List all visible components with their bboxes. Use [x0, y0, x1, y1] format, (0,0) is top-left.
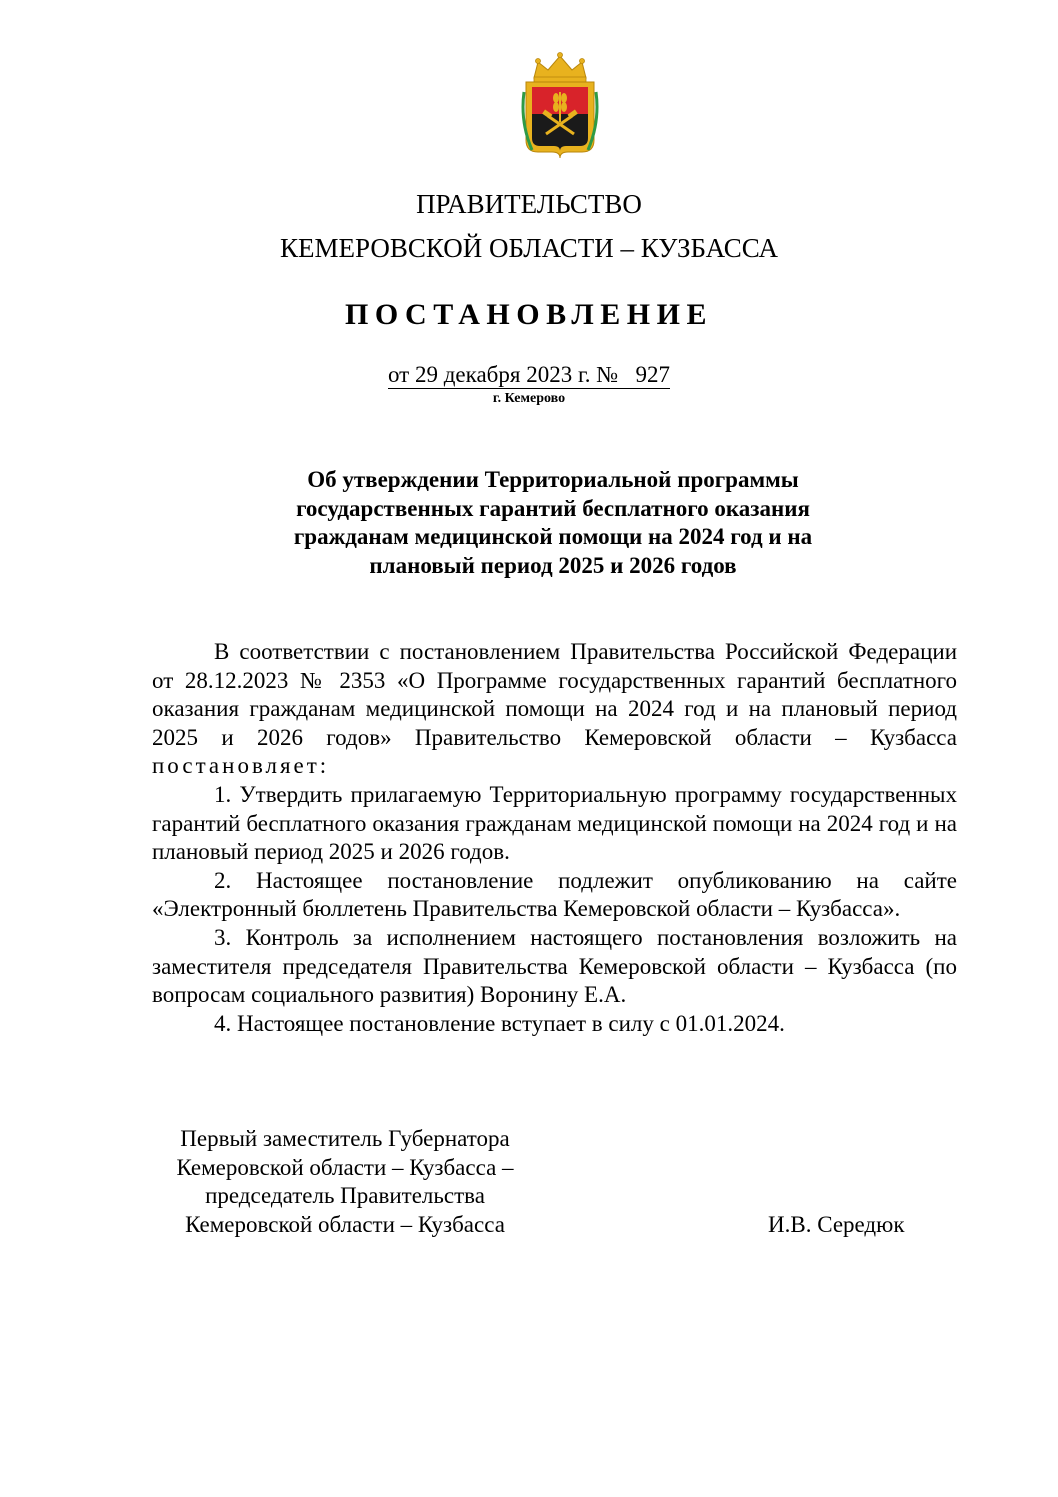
- government-name-line1: ПРАВИТЕЛЬСТВО: [416, 189, 642, 219]
- signer-position: [150, 1125, 540, 1239]
- decree-date-text: от 29 декабря 2023 г. № 927: [387, 362, 670, 387]
- clause-2: 2. Настоящее постановление подлежит опубликованию на сайте «Электронный бюллетень Правительства Кемеровской области – Кузбасса».: [152, 867, 957, 922]
- decree-date-number: [0, 361, 1058, 389]
- decree-subject-line: плановый период 2025 и 2026 годов: [369, 552, 737, 578]
- decree-subject-line: Об утверждении Территориальной программы: [307, 467, 799, 492]
- clause-1: 1. Утвердить прилагаемую Территориальную программу государственных гарантий бесплатного оказания гражданам медицинской помощи на 2024 год и на плановый период 2025 и 2026 годов.: [152, 781, 957, 865]
- signer-name: И.В. Середюк: [768, 1212, 905, 1237]
- government-name-line2: КЕМЕРОВСКОЙ ОБЛАСТИ – КУЗБАССА: [280, 233, 778, 263]
- decree-subject: [200, 466, 906, 580]
- decree-subject-line: гражданам медицинской помощи на 2024 год и на: [293, 524, 813, 549]
- preamble-paragraph: [152, 638, 957, 781]
- clause-4: 4. Настоящее постановление вступает в силу с 01.01.2024.: [214, 1010, 785, 1036]
- signer-position-line: Кемеровской области – Кузбасса –: [176, 1154, 514, 1180]
- preamble-text: В соответствии с постановлением Правительства Российской Федерации от 28.12.2023 № 2353 «О Программе государственных гарантий бесплатного оказания гражданам медицинской помощи на 2024 год и на плановый период 2025 и 2026 годов» Правительство Кемеровской области – Кузбасса: [152, 639, 957, 750]
- decree-subject-line: государственных гарантий бесплатного оказания: [296, 495, 810, 521]
- decree-title: ПОСТАНОВЛЕНИЕ: [345, 298, 713, 331]
- kuzbass-coat-of-arms-icon: [520, 52, 600, 162]
- clause-3: 3. Контроль за исполнением настоящего постановления возложить на заместителя председателя Правительства Кемеровской области – Кузбасса (по вопросам социального развития) Воронину Е.А.: [152, 924, 957, 1008]
- signer-position-line: Кемеровской области – Кузбасса: [185, 1211, 505, 1237]
- decree-city: г. Кемерово: [492, 391, 566, 406]
- signer-position-line: председатель Правительства: [205, 1183, 485, 1208]
- signer-position-line: Первый заместитель Губернатора: [180, 1126, 510, 1151]
- decree-body: [152, 638, 957, 1038]
- resolves-word: постановляет:: [152, 753, 330, 779]
